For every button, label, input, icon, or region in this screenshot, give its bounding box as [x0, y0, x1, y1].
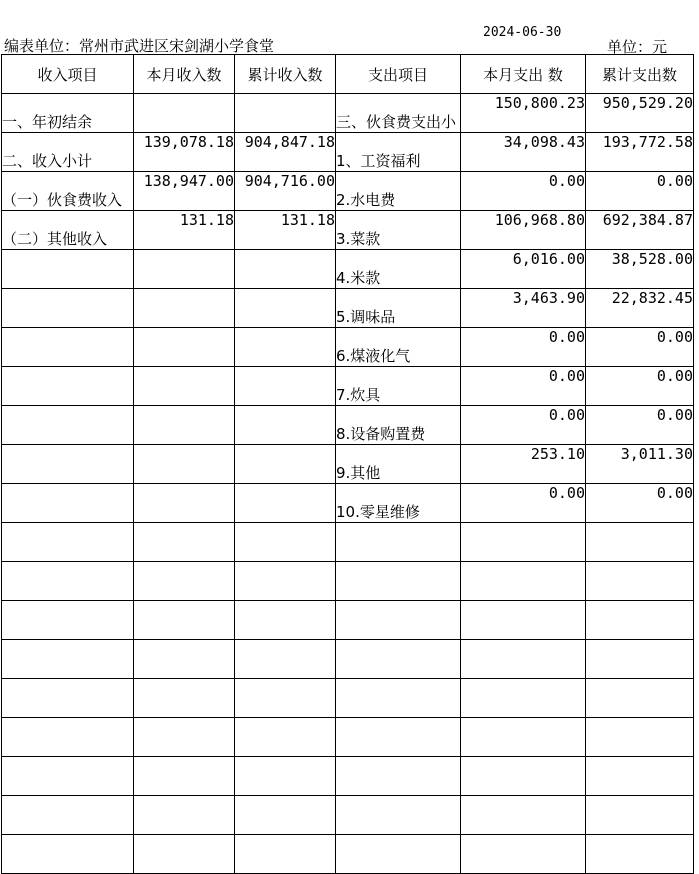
- income-item-cell[interactable]: [2, 523, 134, 562]
- expense-item-cell[interactable]: [336, 835, 461, 874]
- cumulative-income-cell[interactable]: [235, 289, 336, 328]
- cumulative-income-cell[interactable]: [235, 796, 336, 835]
- expense-item-cell[interactable]: 8.设备购置费: [336, 406, 461, 445]
- cumulative-expense-cell[interactable]: [586, 601, 694, 640]
- expense-item-cell[interactable]: 7.炊具: [336, 367, 461, 406]
- income-item-cell[interactable]: [2, 445, 134, 484]
- expense-item-cell[interactable]: [336, 679, 461, 718]
- monthly-expense-cell[interactable]: 34,098.43: [461, 133, 586, 172]
- monthly-income-cell[interactable]: 131.18: [134, 211, 235, 250]
- expense-item-cell[interactable]: [336, 718, 461, 757]
- cumulative-expense-cell[interactable]: [586, 796, 694, 835]
- cumulative-income-cell[interactable]: [235, 562, 336, 601]
- income-expense-table: [1, 54, 694, 874]
- cumulative-income-cell[interactable]: [235, 523, 336, 562]
- table-row: [2, 406, 694, 445]
- expense-item-cell[interactable]: 5.调味品: [336, 289, 461, 328]
- column-header-monthly-income[interactable]: 本月收入数: [134, 55, 235, 94]
- cumulative-expense-cell[interactable]: [586, 679, 694, 718]
- cumulative-expense-cell[interactable]: 0.00: [586, 172, 694, 211]
- cumulative-income-cell[interactable]: [235, 718, 336, 757]
- monthly-income-cell[interactable]: [134, 367, 235, 406]
- table-body: [2, 94, 694, 874]
- income-item-cell[interactable]: [2, 718, 134, 757]
- table-row: [2, 94, 694, 133]
- table-row: [2, 718, 694, 757]
- monthly-income-cell[interactable]: 138,947.00: [134, 172, 235, 211]
- report-unit-line: 编表单位：常州市武进区宋剑湖小学食堂: [4, 37, 275, 55]
- monthly-income-cell[interactable]: [134, 601, 235, 640]
- cumulative-income-cell[interactable]: [235, 328, 336, 367]
- table-row: [2, 835, 694, 874]
- monthly-income-cell[interactable]: [134, 328, 235, 367]
- monthly-expense-cell[interactable]: 253.10: [461, 445, 586, 484]
- income-item-cell[interactable]: [2, 367, 134, 406]
- income-item-cell[interactable]: （一）伙食费收入: [2, 172, 134, 211]
- table-row: [2, 367, 694, 406]
- monthly-income-cell[interactable]: [134, 562, 235, 601]
- cumulative-expense-cell[interactable]: 692,384.87: [586, 211, 694, 250]
- monthly-income-cell[interactable]: [134, 289, 235, 328]
- cumulative-income-cell[interactable]: [235, 94, 336, 133]
- cumulative-expense-cell[interactable]: 3,011.30: [586, 445, 694, 484]
- table-row: [2, 133, 694, 172]
- income-item-cell[interactable]: [2, 328, 134, 367]
- monthly-income-cell[interactable]: [134, 406, 235, 445]
- cumulative-expense-cell[interactable]: 0.00: [586, 484, 694, 523]
- expense-item-cell[interactable]: [336, 523, 461, 562]
- monthly-expense-cell[interactable]: [461, 523, 586, 562]
- expense-item-cell[interactable]: 6.煤液化气: [336, 328, 461, 367]
- report-date: 2024-06-30: [483, 25, 562, 40]
- monthly-income-cell[interactable]: [134, 250, 235, 289]
- cumulative-income-cell[interactable]: [235, 679, 336, 718]
- monthly-income-cell[interactable]: [134, 640, 235, 679]
- cumulative-expense-cell[interactable]: 950,529.20: [586, 94, 694, 133]
- monthly-income-cell[interactable]: [134, 484, 235, 523]
- expense-item-cell[interactable]: 4.米款: [336, 250, 461, 289]
- income-item-cell[interactable]: [2, 484, 134, 523]
- table-row: [2, 211, 694, 250]
- cumulative-expense-cell[interactable]: [586, 757, 694, 796]
- monthly-income-cell[interactable]: [134, 835, 235, 874]
- table-row: [2, 328, 694, 367]
- monthly-expense-cell[interactable]: [461, 601, 586, 640]
- income-item-cell[interactable]: [2, 796, 134, 835]
- column-header-monthly-expense[interactable]: 本月支出 数: [461, 55, 586, 94]
- monthly-expense-cell[interactable]: [461, 835, 586, 874]
- column-header-expense-item[interactable]: 支出项目: [336, 55, 461, 94]
- income-item-cell[interactable]: [2, 406, 134, 445]
- income-item-cell[interactable]: [2, 679, 134, 718]
- income-item-cell[interactable]: [2, 835, 134, 874]
- monthly-expense-cell[interactable]: 0.00: [461, 484, 586, 523]
- expense-item-cell[interactable]: 三、伙食费支出小: [336, 94, 461, 133]
- monthly-income-cell[interactable]: [134, 445, 235, 484]
- cumulative-income-cell[interactable]: 131.18: [235, 211, 336, 250]
- cumulative-expense-cell[interactable]: 193,772.58: [586, 133, 694, 172]
- cumulative-income-cell[interactable]: [235, 640, 336, 679]
- income-item-cell[interactable]: （二）其他收入: [2, 211, 134, 250]
- monthly-expense-cell[interactable]: 150,800.23: [461, 94, 586, 133]
- monthly-expense-cell[interactable]: [461, 796, 586, 835]
- cumulative-income-cell[interactable]: [235, 367, 336, 406]
- expense-item-cell[interactable]: 3.菜款: [336, 211, 461, 250]
- monthly-income-cell[interactable]: [134, 718, 235, 757]
- cumulative-expense-cell[interactable]: 0.00: [586, 328, 694, 367]
- monthly-expense-cell[interactable]: [461, 679, 586, 718]
- cumulative-expense-cell[interactable]: [586, 640, 694, 679]
- cumulative-expense-cell[interactable]: [586, 523, 694, 562]
- cumulative-income-cell[interactable]: [235, 835, 336, 874]
- table-row: [2, 445, 694, 484]
- cumulative-expense-cell[interactable]: 0.00: [586, 367, 694, 406]
- cumulative-expense-cell[interactable]: [586, 835, 694, 874]
- cumulative-income-cell[interactable]: 904,847.18: [235, 133, 336, 172]
- table-row: [2, 484, 694, 523]
- expense-item-cell[interactable]: 9.其他: [336, 445, 461, 484]
- income-item-cell[interactable]: [2, 601, 134, 640]
- table-header-row: [2, 55, 694, 94]
- expense-item-cell[interactable]: 1、工资福利: [336, 133, 461, 172]
- table-row: [2, 289, 694, 328]
- income-item-cell[interactable]: [2, 640, 134, 679]
- table-row: [2, 562, 694, 601]
- table-row: [2, 523, 694, 562]
- monthly-expense-cell[interactable]: [461, 718, 586, 757]
- expense-item-cell[interactable]: [336, 640, 461, 679]
- income-item-cell[interactable]: [2, 562, 134, 601]
- table-row: [2, 796, 694, 835]
- monthly-expense-cell[interactable]: 3,463.90: [461, 289, 586, 328]
- monthly-expense-cell[interactable]: 0.00: [461, 367, 586, 406]
- income-item-cell[interactable]: 一、年初结余: [2, 94, 134, 133]
- monthly-expense-cell[interactable]: 0.00: [461, 406, 586, 445]
- monthly-expense-cell[interactable]: [461, 640, 586, 679]
- table-row: [2, 640, 694, 679]
- cumulative-expense-cell[interactable]: [586, 718, 694, 757]
- expense-item-cell[interactable]: 10.零星维修: [336, 484, 461, 523]
- monthly-income-cell[interactable]: [134, 523, 235, 562]
- expense-item-cell[interactable]: [336, 601, 461, 640]
- income-item-cell[interactable]: [2, 289, 134, 328]
- cumulative-expense-cell[interactable]: 38,528.00: [586, 250, 694, 289]
- monthly-income-cell[interactable]: [134, 757, 235, 796]
- cumulative-income-cell[interactable]: [235, 757, 336, 796]
- cumulative-income-cell[interactable]: [235, 250, 336, 289]
- monthly-income-cell[interactable]: [134, 94, 235, 133]
- monthly-income-cell[interactable]: [134, 796, 235, 835]
- monthly-expense-cell[interactable]: 0.00: [461, 172, 586, 211]
- cumulative-expense-cell[interactable]: [586, 562, 694, 601]
- cumulative-income-cell[interactable]: [235, 406, 336, 445]
- expense-item-cell[interactable]: [336, 562, 461, 601]
- monthly-expense-cell[interactable]: 6,016.00: [461, 250, 586, 289]
- monthly-income-cell[interactable]: [134, 679, 235, 718]
- table-row: [2, 601, 694, 640]
- cumulative-expense-cell[interactable]: 22,832.45: [586, 289, 694, 328]
- expense-item-cell[interactable]: 2.水电费: [336, 172, 461, 211]
- monthly-expense-cell[interactable]: [461, 562, 586, 601]
- expense-item-cell[interactable]: [336, 796, 461, 835]
- currency-unit: 单位：元: [607, 38, 668, 56]
- table-row: [2, 172, 694, 211]
- table-row: [2, 679, 694, 718]
- expense-item-cell[interactable]: [336, 757, 461, 796]
- cumulative-income-cell[interactable]: 904,716.00: [235, 172, 336, 211]
- income-item-cell[interactable]: [2, 250, 134, 289]
- cumulative-income-cell[interactable]: [235, 601, 336, 640]
- column-header-income-item[interactable]: 收入项目: [2, 55, 134, 94]
- cumulative-expense-cell[interactable]: 0.00: [586, 406, 694, 445]
- monthly-expense-cell[interactable]: 0.00: [461, 328, 586, 367]
- monthly-income-cell[interactable]: 139,078.18: [134, 133, 235, 172]
- column-header-cumulative-income[interactable]: 累计收入数: [235, 55, 336, 94]
- cumulative-income-cell[interactable]: [235, 484, 336, 523]
- income-item-cell[interactable]: [2, 757, 134, 796]
- cumulative-income-cell[interactable]: [235, 445, 336, 484]
- table-row: [2, 250, 694, 289]
- monthly-expense-cell[interactable]: 106,968.80: [461, 211, 586, 250]
- table-row: [2, 757, 694, 796]
- income-item-cell[interactable]: 二、收入小计: [2, 133, 134, 172]
- column-header-cumulative-expense[interactable]: 累计支出数: [586, 55, 694, 94]
- monthly-expense-cell[interactable]: [461, 757, 586, 796]
